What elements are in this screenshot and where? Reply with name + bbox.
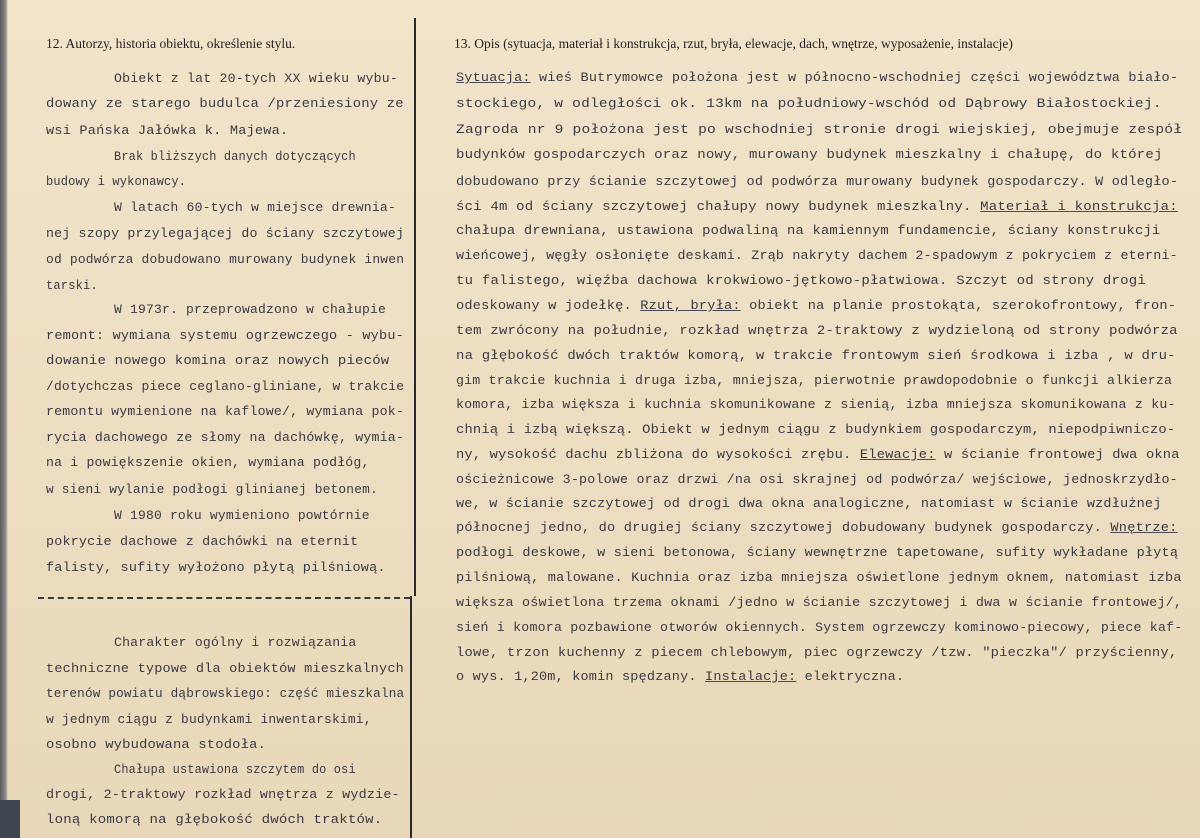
text-segment: elektryczna. xyxy=(796,669,905,684)
text-line xyxy=(456,122,1182,137)
scan-edge-corner xyxy=(0,800,20,838)
text-segment: Zagroda nr 9 położona jest po wschodniej stronie drogi wiejskiej, obejmuje zespół xyxy=(456,122,1183,137)
section-13-header: 13. Opis (sytuacja, materiał i konstrukcja, rzut, bryła, elewacje, dach, wnętrze, wyposażenie, instalacje) xyxy=(454,36,1013,51)
column-divider-upper xyxy=(414,18,416,596)
text-segment: większa oświetlona trzema oknami /jedno w ścianie szczytowej i dwa w ścianie frontowej/, xyxy=(456,595,1183,610)
text-segment: wieńcowej, węgły osłonięte deskami. Zrąb nakryty dachem 2-spadowym z pokryciem z eterni- xyxy=(456,248,1178,263)
text-line: w jednym ciągu z budynkami inwentarskimi, xyxy=(46,712,372,727)
text-line: dowany ze starego budulca /przeniesiony ze xyxy=(46,96,404,111)
text-line xyxy=(456,348,1176,363)
text-line xyxy=(456,323,1178,338)
text-line: loną komorą na głębokość dwóch traktów. xyxy=(46,812,383,827)
text-line: budowy i wykonawcy. xyxy=(46,174,187,189)
section-keyword: Wnętrze: xyxy=(1110,520,1178,535)
text-line: falisty, sufity wyłożono płytą pilśniową. xyxy=(46,560,386,575)
text-line: W latach 60-tych w miejsce drewnia- xyxy=(114,200,396,215)
text-line xyxy=(456,570,1182,585)
section-keyword: Elewacje: xyxy=(859,447,936,462)
text-line xyxy=(456,248,1178,263)
text-line: terenów powiatu dąbrowskiego: część mieszkalna xyxy=(46,686,405,701)
text-segment: obiekt na planie prostokąta, szerokofrontowy, fron- xyxy=(740,298,1177,313)
text-line xyxy=(456,147,1163,162)
text-line xyxy=(456,373,1172,388)
text-line: techniczne typowe dla obiektów mieszkalnych xyxy=(46,661,404,676)
text-segment: o wys. 1,20m, komin spędzany. xyxy=(456,669,706,684)
text-segment: na głębokość dwóch traktów komorą, w trakcie frontowym sień środkowa i izba , w dru- xyxy=(456,348,1176,363)
text-segment: budynków gospodarczych oraz nowy, murowany budynek mieszkalny i chałupę, do której xyxy=(456,147,1163,162)
text-line: drogi, 2-traktowy rozkład wnętrza z wydzie- xyxy=(46,787,400,802)
text-segment: podłogi deskowe, w sieni betonowa, ściany wewnętrzne tapetowane, sufity wykładane płytą xyxy=(456,545,1179,560)
scan-edge-shadow xyxy=(0,0,8,838)
text-line: tarski. xyxy=(46,278,98,293)
text-line: pokrycie dachowe z dachówki na eternit xyxy=(46,534,359,549)
text-segment: ny, wysokość dachu zbliżona do wysokości zrębu. xyxy=(456,447,860,462)
text-line xyxy=(456,273,1146,288)
text-segment: ści 4m od ściany szczytowej chałupy nowy budynek mieszkalny. xyxy=(456,199,981,214)
text-line xyxy=(456,595,1182,610)
text-segment: pilśniową, malowane. Kuchnia oraz izba mniejsza oświetlone jednym oknem, natomiast izba xyxy=(456,570,1182,585)
text-segment: we, w ścianie szczytowej od drogi dwa okna analogiczne, natomiast w ścianie wzdłużnej xyxy=(456,496,1162,511)
text-line xyxy=(456,620,1182,635)
text-segment: gim trakcie kuchnia i druga izba, mniejsza, pierwotnie prawdopodobnie o funkcji alkierza xyxy=(456,373,1173,388)
text-segment: ościeżnicowe 3-polowe oraz drzwi /na osi skrajnej od podwórza/ wejściowe, jednoskrzydło- xyxy=(456,472,1178,487)
text-line xyxy=(456,472,1178,487)
text-segment: w ścianie frontowej dwa okna xyxy=(935,447,1180,462)
text-line: /dotychczas piece ceglano-gliniane, w trakcie xyxy=(46,379,405,394)
text-segment: tu falistego, więźba dachowa krokwiowo-jętkowo-płatwiowa. Szczyt od strony drogi xyxy=(456,273,1147,288)
text-segment: dobudowano przy ścianie szczytowej od podwórza murowany budynek gospodarczy. W odległo- xyxy=(456,174,1179,189)
text-line: na i powiększenie okien, wymiana podłóg, xyxy=(46,455,370,470)
text-line: W 1973r. przeprowadzono w chałupie xyxy=(114,302,387,317)
text-segment: tem zwrócony na południe, rozkład wnętrza 2-traktowy z wydzieloną od strony podwórza xyxy=(456,323,1178,338)
text-line xyxy=(456,422,1175,437)
text-line: rycia dachowego ze słomy na dachówkę, wymia- xyxy=(46,430,405,445)
section-keyword: Sytuacja: xyxy=(456,70,531,85)
text-line xyxy=(456,669,904,684)
text-line: remont: wymiana systemu ogrzewczego - wybu- xyxy=(46,328,404,343)
text-line: Charakter ogólny i rozwiązania xyxy=(114,635,357,650)
text-segment: sień i komora pozbawione otworów okiennych. System ogrzewczy kominowo-piecowy, piece kaf- xyxy=(456,620,1183,635)
text-line: wsi Pańska Jałówka k. Majewa. xyxy=(46,123,289,138)
text-line: remontu wymienione na kaflowe/, wymiana pok- xyxy=(46,404,405,419)
text-line: W 1980 roku wymieniono powtórnie xyxy=(114,508,370,523)
text-segment: chałupa drewniana, ustawiona podwaliną na kamiennym fundamencie, ściany konstrukcji xyxy=(456,223,1161,238)
text-line xyxy=(456,223,1160,238)
text-line: Brak bliższych danych dotyczących xyxy=(114,149,356,164)
text-line xyxy=(456,520,1178,535)
section-keyword: Rzut, bryła: xyxy=(640,298,741,313)
text-line xyxy=(456,174,1178,189)
text-line xyxy=(456,447,1180,462)
text-segment: lowe, trzon kuchenny z piecem chlebowym, piec ogrzewczy /tzw. "pieczka"/ przyścienny, xyxy=(456,645,1178,660)
text-line: osobno wybudowana stodoła. xyxy=(46,737,267,752)
text-line xyxy=(456,645,1177,660)
text-line: Obiekt z lat 20-tych XX wieku wybu- xyxy=(114,71,398,86)
text-segment: wieś Butrymowce położona jest w północno-wschodniej części województwa biało- xyxy=(530,70,1179,85)
column-divider-lower xyxy=(410,596,412,838)
section-keyword: Instalacje: xyxy=(705,669,797,684)
text-line xyxy=(456,199,1178,214)
text-line: nej szopy przylegającej do ściany szczytowej xyxy=(46,226,405,241)
text-segment: północnej jedno, do drugiej ściany szczytowej dobudowany budynek gospodarczy. xyxy=(456,520,1111,535)
text-segment: stockiego, w odległości ok. 13km na południowy-wschód od Dąbrowy Białostockiej. xyxy=(456,96,1162,111)
section-12-header: 12. Autorzy, historia obiektu, określenie stylu. xyxy=(46,36,296,51)
text-line xyxy=(456,298,1176,313)
text-line xyxy=(456,397,1176,412)
text-line: dowanie nowego komina oraz nowych pieców xyxy=(46,353,390,368)
text-line xyxy=(456,545,1178,560)
text-line xyxy=(456,496,1162,511)
text-segment: komora, izba większa i kuchnia skomunikowane z sienią, izba mniejsza skomunikowana z ku- xyxy=(456,397,1176,412)
text-line: Chałupa ustawiona szczytem do osi xyxy=(114,762,356,777)
text-line xyxy=(456,70,1178,85)
text-line xyxy=(456,96,1162,111)
text-line: od podwórza dobudowano murowany budynek inwen xyxy=(46,252,405,267)
text-segment: chnią i izbą większą. Obiekt w jednym ciągu z budynkiem gospodarczym, niepodpiwniczo- xyxy=(456,422,1176,437)
text-line: w sieni wylanie podłogi glinianej betonem. xyxy=(46,482,378,497)
text-segment: odeskowany w jodełkę. xyxy=(456,298,641,313)
section-divider xyxy=(38,597,410,599)
section-keyword: Materiał i konstrukcja: xyxy=(980,199,1178,214)
